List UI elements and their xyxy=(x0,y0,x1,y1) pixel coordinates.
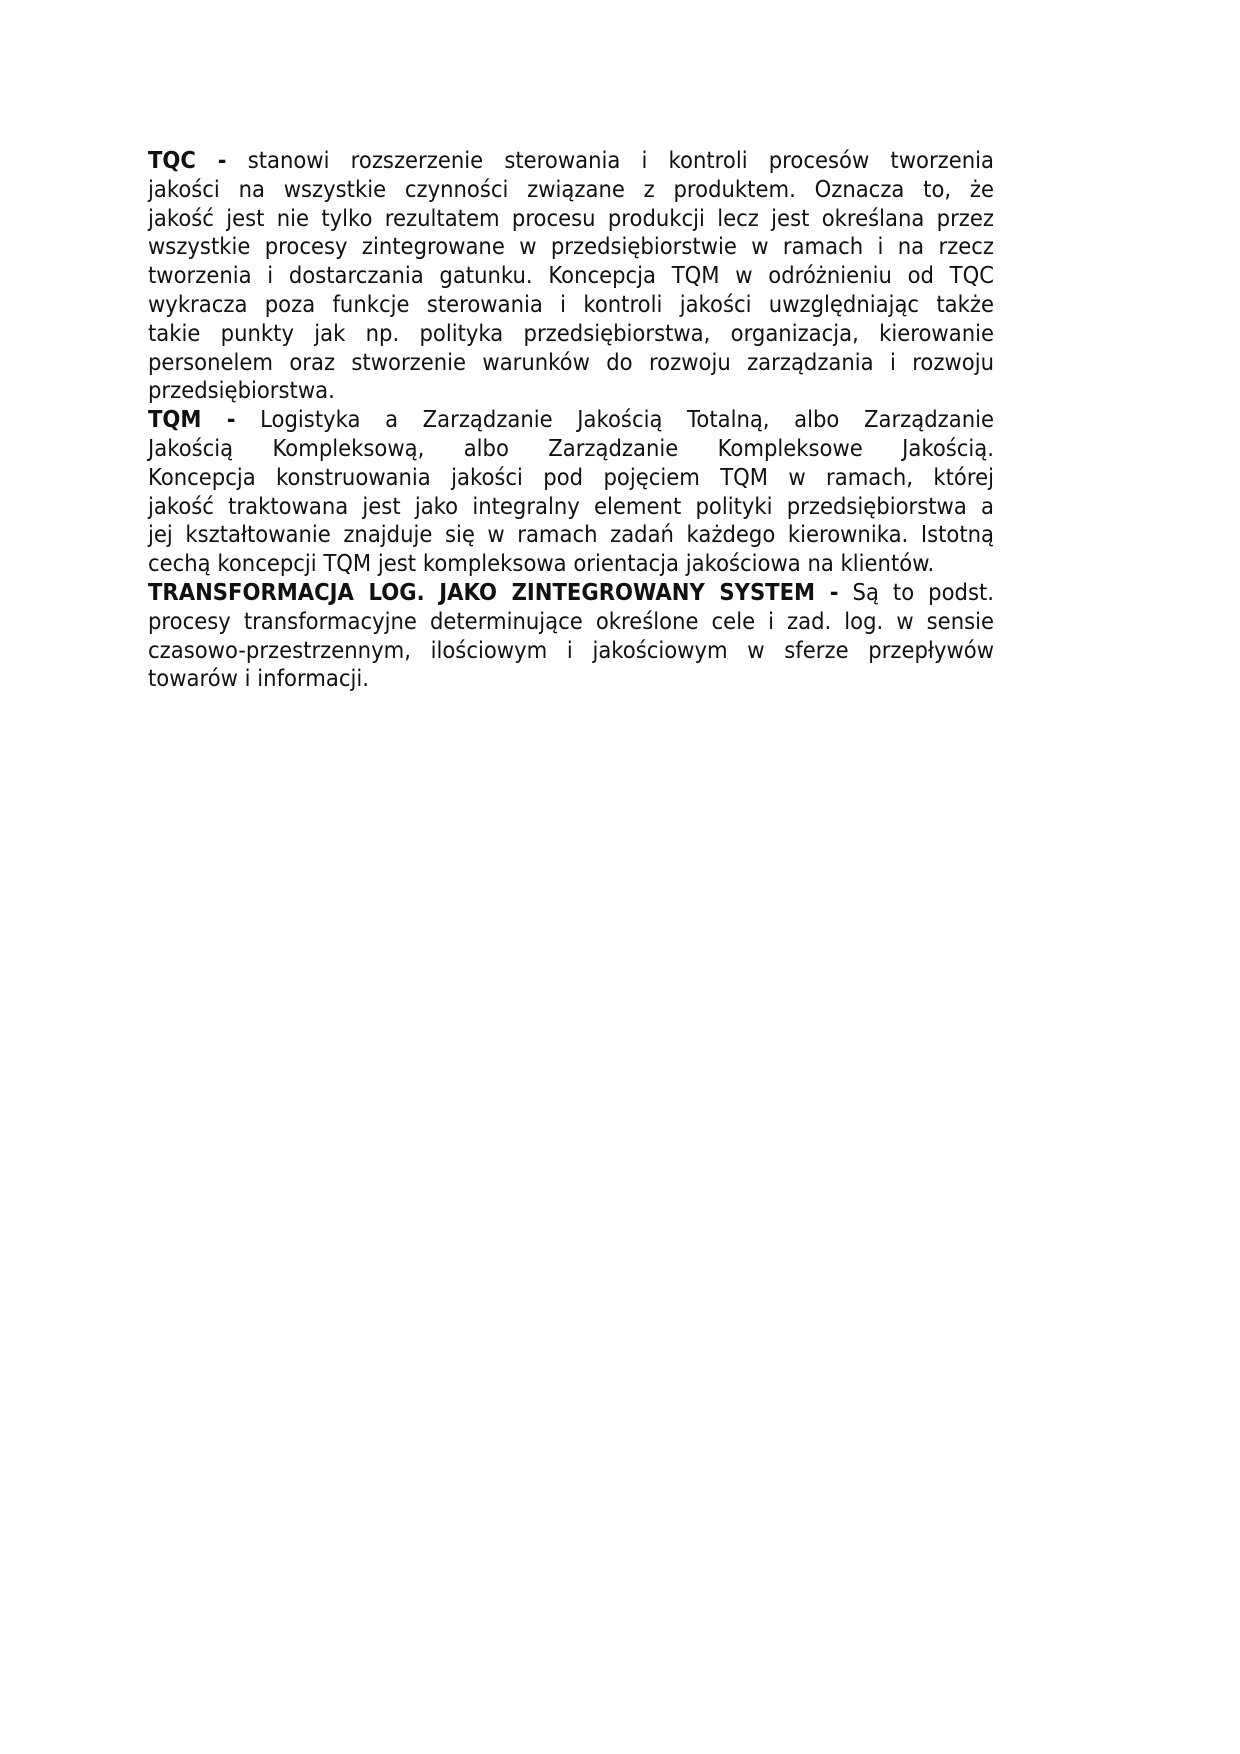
paragraph-line: procesy transformacyjne determinujące określone cele i zad. log. w sensie xyxy=(148,606,994,635)
paragraph-line: przedsiębiorstwa. xyxy=(148,376,335,405)
paragraph-line: wszystkie procesy zintegrowane w przedsiębiorstwie w ramach i na rzecz xyxy=(148,232,994,261)
paragraph-line: cechą koncepcji TQM jest kompleksowa orientacja jakościowa na klientów. xyxy=(148,549,935,578)
term-transformacja: TRANSFORMACJA LOG. JAKO ZINTEGROWANY SYSTEM - xyxy=(148,577,839,606)
paragraph-line: jej kształtowanie znajduje się w ramach zadań każdego kierownika. Istotną xyxy=(148,520,994,549)
paragraph-line: tworzenia i dostarczania gatunku. Koncepcja TQM w odróżnieniu od TQC xyxy=(148,261,994,290)
paragraph-line: personelem oraz stworzenie warunków do rozwoju zarządzania i rozwoju xyxy=(148,347,994,376)
paragraph-line: TQC - stanowi rozszerzenie sterowania i kontroli procesów tworzenia xyxy=(148,146,994,174)
paragraph-line: towarów i informacji. xyxy=(148,664,369,693)
term-tqc: TQC - xyxy=(148,146,227,174)
paragraph-line: Jakością Kompleksową, albo Zarządzanie Kompleksowe Jakością. xyxy=(148,433,994,462)
paragraph-line: jakość jest nie tylko rezultatem procesu produkcji lecz jest określana przez xyxy=(148,203,994,232)
paragraph-line: czasowo-przestrzennym, ilościowym i jakościowym w sferze przepływów xyxy=(148,635,994,664)
paragraph-line: wykracza poza funkcje sterowania i kontroli jakości uwzględniając także xyxy=(148,289,994,318)
paragraph-line: jakości na wszystkie czynności związane z produktem. Oznacza to, że xyxy=(148,174,994,203)
document-body xyxy=(148,146,994,693)
paragraph-line: takie punkty jak np. polityka przedsiębiorstwa, organizacja, kierowanie xyxy=(148,318,994,347)
paragraph-line: jakość traktowana jest jako integralny element polityki przedsiębiorstwa a xyxy=(148,491,994,520)
term-tqm: TQM - xyxy=(148,405,236,434)
paragraph-line: TQM - Logistyka a Zarządzanie Jakością Totalną, albo Zarządzanie xyxy=(148,405,994,434)
paragraph-line: Koncepcja konstruowania jakości pod pojęciem TQM w ramach, której xyxy=(148,462,994,491)
paragraph-line: TRANSFORMACJA LOG. JAKO ZINTEGROWANY SYSTEM - Są to podst. xyxy=(148,577,994,606)
